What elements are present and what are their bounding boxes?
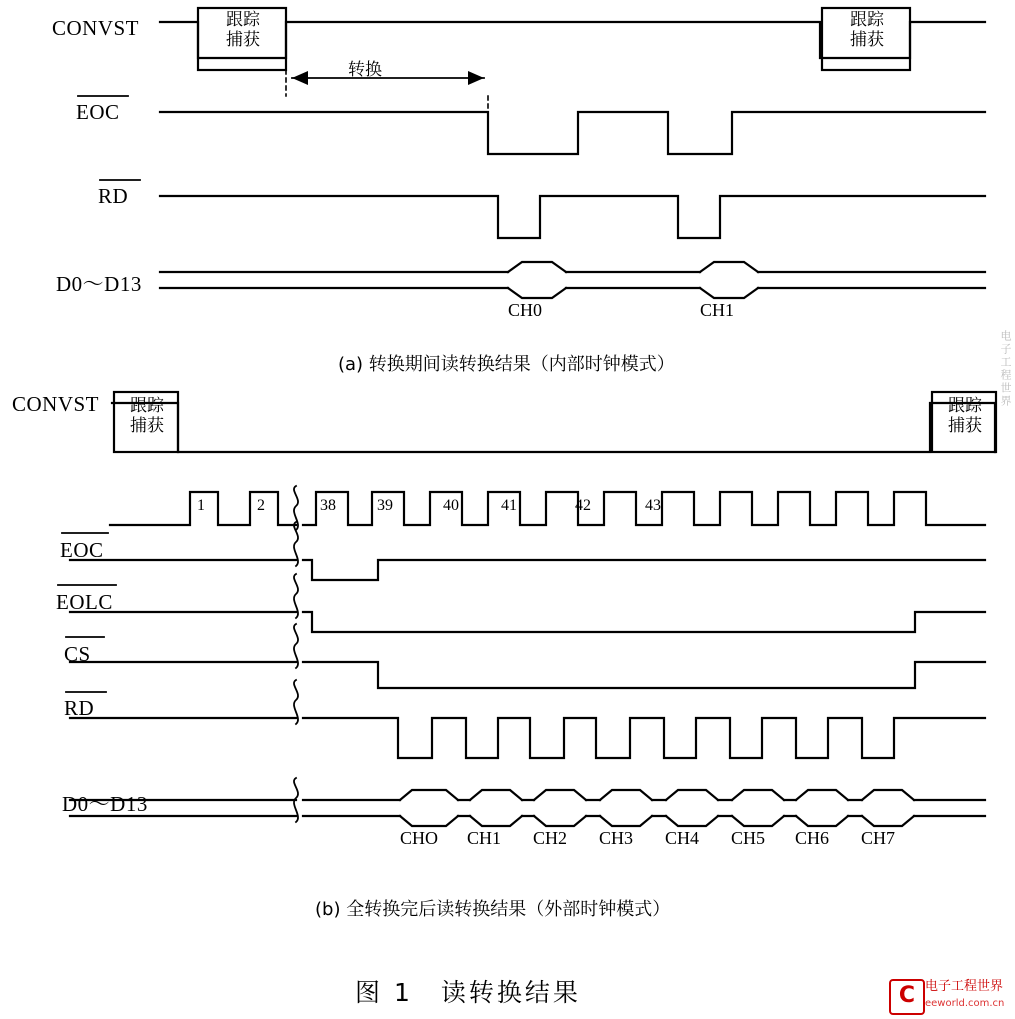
bus-word-b6-bottom bbox=[732, 816, 784, 826]
bus-line-a-left bbox=[160, 272, 508, 288]
watermark-line2: eeworld.com.cn bbox=[925, 998, 1005, 1009]
bus-word-b5-bottom bbox=[666, 816, 718, 826]
clock-number-40: 40 bbox=[443, 497, 459, 514]
bus-line-b-seg1 bbox=[458, 800, 470, 816]
signal-label-rd-a: RD bbox=[98, 184, 129, 208]
bus-word-b2-top bbox=[470, 790, 522, 800]
eolc-waveform-b bbox=[303, 612, 985, 632]
signal-label-rd-b: RD bbox=[64, 696, 95, 720]
data-word-label-b3: CH2 bbox=[533, 828, 568, 848]
signal-label-eoc-b: EOC bbox=[60, 538, 104, 562]
data-word-label-b2: CH1 bbox=[467, 828, 502, 848]
data-word-label-b7: CH6 bbox=[795, 828, 830, 848]
watermark-logo-icon: C bbox=[889, 979, 925, 1015]
bus-line-b-seg4 bbox=[652, 800, 666, 816]
figure-title: 图 1 读转换结果 bbox=[355, 978, 581, 1007]
track-hold-label-a1: 跟踪 捕获 bbox=[226, 10, 260, 50]
eoc-waveform-a bbox=[160, 112, 985, 154]
clock-number-39: 39 bbox=[377, 497, 393, 514]
bus-line-a-right bbox=[758, 272, 985, 288]
side-watermark: 电子工程世界 bbox=[999, 330, 1012, 408]
data-word-label-a2: CH1 bbox=[700, 300, 735, 320]
bus-word-a1-top bbox=[508, 262, 566, 272]
bus-word-a2-top bbox=[700, 262, 758, 272]
clock-train-right bbox=[303, 492, 985, 525]
bus-word-b7-top bbox=[796, 790, 848, 800]
signal-label-convst-b: CONVST bbox=[12, 392, 100, 416]
bus-line-b-seg0 bbox=[303, 800, 400, 816]
bus-word-b1-top bbox=[400, 790, 458, 800]
clock-number-2: 2 bbox=[257, 497, 265, 514]
signal-label-convst-a: CONVST bbox=[52, 16, 140, 40]
bus-word-b8-bottom bbox=[862, 816, 914, 826]
data-word-label-b6: CH5 bbox=[731, 828, 766, 848]
track-hold-label-b1: 跟踪 捕获 bbox=[130, 396, 164, 436]
track-hold-label-a2: 跟踪 捕获 bbox=[850, 10, 884, 50]
bus-word-b2-bottom bbox=[470, 816, 522, 826]
bus-word-b4-top bbox=[600, 790, 652, 800]
bus-word-b6-top bbox=[732, 790, 784, 800]
bus-word-b5-top bbox=[666, 790, 718, 800]
clock-number-38: 38 bbox=[320, 497, 336, 514]
convert-arrow-head-right bbox=[468, 71, 484, 85]
watermark bbox=[889, 977, 1009, 1013]
bus-word-b3-top bbox=[534, 790, 586, 800]
signal-label-cs-b: CS bbox=[64, 642, 91, 666]
cs-waveform-b bbox=[303, 662, 985, 688]
bus-word-a1-bottom bbox=[508, 288, 566, 298]
bus-word-a2-bottom bbox=[700, 288, 758, 298]
rd-waveform-b bbox=[303, 718, 985, 758]
data-word-label-b8: CH7 bbox=[861, 828, 896, 848]
bus-word-b8-top bbox=[862, 790, 914, 800]
convst-waveform-b bbox=[112, 403, 995, 452]
signal-label-data-b: D0～D13 bbox=[62, 792, 148, 816]
bus-line-b-seg8 bbox=[914, 800, 985, 816]
signal-label-eoc-a: EOC bbox=[76, 100, 120, 124]
caption-b: (b) 全转换完后读转换结果（外部时钟模式） bbox=[315, 899, 671, 920]
bus-line-b-seg6 bbox=[784, 800, 796, 816]
clock-number-42: 42 bbox=[575, 497, 591, 514]
bus-line-b-seg5 bbox=[718, 800, 732, 816]
watermark-line1: 电子工程世界 bbox=[925, 979, 1004, 994]
watermark-text bbox=[925, 979, 1004, 1012]
convert-arrow-label-a: 转换 bbox=[348, 60, 382, 80]
signal-label-data-a: D0～D13 bbox=[56, 272, 142, 296]
eoc-waveform-b bbox=[303, 560, 985, 580]
rd-waveform-a bbox=[160, 196, 985, 238]
convert-arrow-head-left bbox=[292, 71, 308, 85]
bus-line-b-seg7 bbox=[848, 800, 862, 816]
bus-word-b4-bottom bbox=[600, 816, 652, 826]
caption-a: (a) 转换期间读转换结果（内部时钟模式） bbox=[338, 354, 675, 375]
data-word-label-b1: CHO bbox=[400, 828, 439, 848]
bus-word-b1-bottom bbox=[400, 816, 458, 826]
bus-line-b-seg3 bbox=[586, 800, 600, 816]
data-word-label-b4: CH3 bbox=[599, 828, 634, 848]
data-word-label-b5: CH4 bbox=[665, 828, 700, 848]
bus-word-b3-bottom bbox=[534, 816, 586, 826]
bus-line-a-mid bbox=[566, 272, 700, 288]
signal-label-eolc-b: EOLC bbox=[56, 590, 113, 614]
clock-number-41: 41 bbox=[501, 497, 517, 514]
clock-number-43: 43 bbox=[645, 497, 661, 514]
track-hold-label-b2: 跟踪 捕获 bbox=[948, 396, 982, 436]
data-word-label-a1: CH0 bbox=[508, 300, 543, 320]
bus-word-b7-bottom bbox=[796, 816, 848, 826]
bus-line-b-seg2 bbox=[522, 800, 534, 816]
clock-number-1: 1 bbox=[197, 497, 205, 514]
